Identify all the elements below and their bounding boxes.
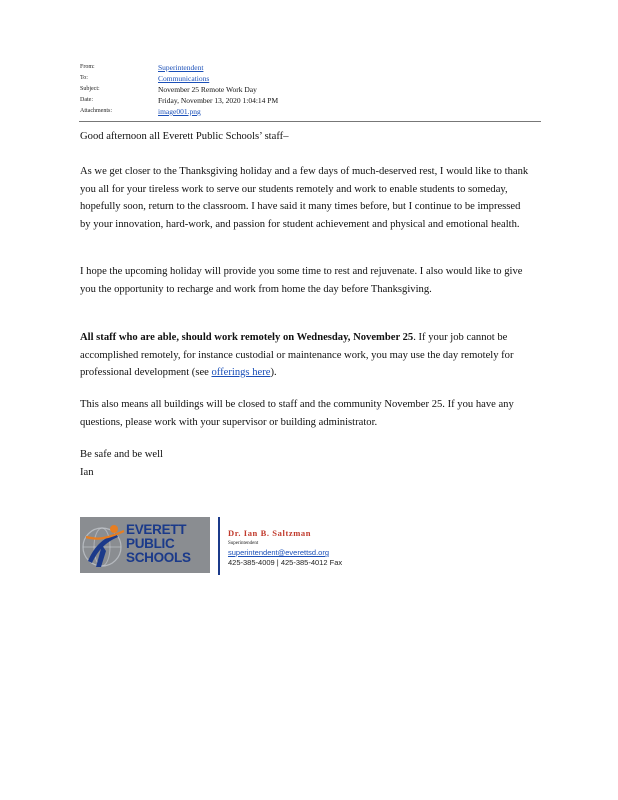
paragraph-3-end: ). <box>270 367 277 378</box>
paragraph-1-text: As we get closer to the Thanksgiving holiday and a few days of much-deserved rest, I would like to thank you all for your tireless work to serve our students remotely and work to enable students to someday, hopefully soon, return to the classroom. I have said it many times before, but I continue to be impressed by your innovation, hard-work, and passion for student achievement and physical and emotional health. <box>80 166 529 230</box>
from-label: From: <box>80 64 95 70</box>
subject-value: November 25 Remote Work Day <box>158 85 257 94</box>
signature-title: Superintendent <box>228 541 259 546</box>
greeting <box>80 128 530 146</box>
logo-line-everett: EVERETT <box>126 522 187 537</box>
logo-line-schools: SCHOOLS <box>126 550 191 565</box>
remote-day-announcement: All staff who are able, should work remotely on Wednesday, November 25 <box>80 332 414 343</box>
greeting-text: Good afternoon all Everett Public Schools’ staff– <box>80 131 289 142</box>
to-link[interactable]: Communications <box>158 74 210 83</box>
attachment-link[interactable]: image001.png <box>158 107 201 116</box>
paragraph-2 <box>80 263 530 298</box>
header-divider <box>79 121 541 122</box>
email-header <box>80 62 278 117</box>
sender-name: Ian <box>80 466 94 478</box>
to-label: To: <box>80 75 88 81</box>
date-label: Date: <box>80 97 93 103</box>
signature-phone: 425-385-4009 | 425-385-4012 Fax <box>228 558 343 567</box>
closing-text: Be safe and be well <box>80 449 163 460</box>
everett-public-schools-logo <box>80 517 210 573</box>
signature-email-link[interactable]: superintendent@everettsd.org <box>228 548 330 557</box>
from-link[interactable]: Superintendent <box>158 63 204 72</box>
paragraph-4-text: This also means all buildings will be closed to staff and the community November 25. If you have any questions, please work with your supervisor or building administrator. <box>80 399 514 428</box>
email-signature <box>80 514 460 576</box>
closing <box>80 446 530 481</box>
signature-divider <box>218 517 220 575</box>
paragraph-3-body: . If your job cannot be accomplished remotely, for instance custodial or maintenance work, you may use the day remotely for professional development (see <box>80 332 514 378</box>
paragraph-2-text: I hope the upcoming holiday will provide you some time to rest and rejuvenate. I also would like to give you the opportunity to recharge and work from home the day before Thanksgiving. <box>80 266 523 295</box>
date-value: Friday, November 13, 2020 1:04:14 PM <box>158 96 279 105</box>
subject-label: Subject: <box>80 86 100 92</box>
signature-name: Dr. Ian B. Saltzman <box>228 528 312 538</box>
attachments-label: Attachments: <box>80 108 112 114</box>
logo-wordmark <box>126 523 191 565</box>
paragraph-3 <box>80 329 530 382</box>
offerings-link[interactable]: offerings here <box>211 367 271 378</box>
paragraph-4 <box>80 396 530 431</box>
logo-line-public: PUBLIC <box>126 536 175 551</box>
paragraph-3-text <box>80 329 530 382</box>
paragraph-1 <box>80 163 530 233</box>
